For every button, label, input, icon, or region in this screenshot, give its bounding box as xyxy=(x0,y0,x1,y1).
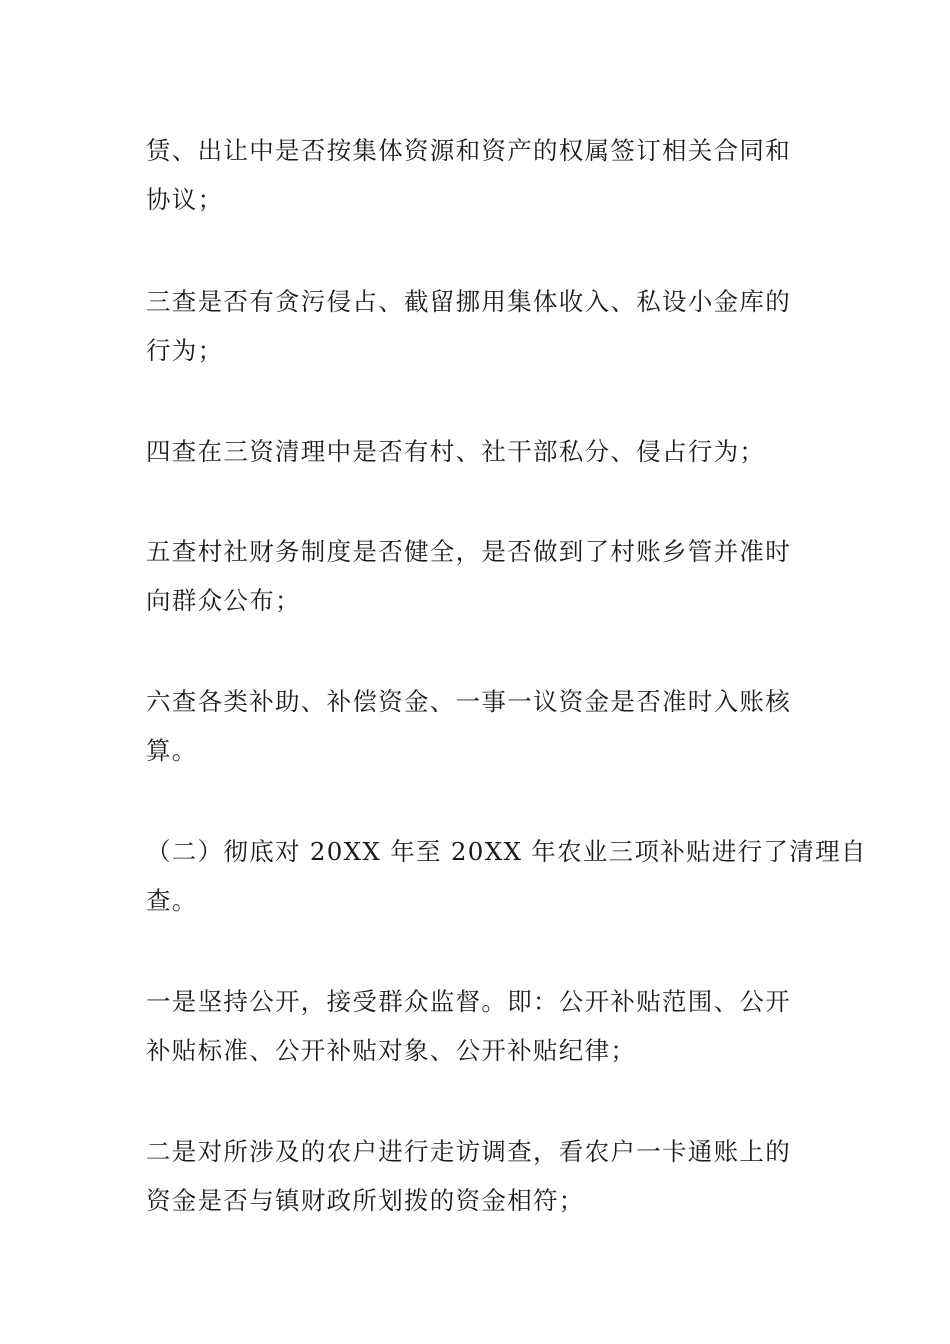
text-line: 查。 xyxy=(146,886,198,915)
text-line: （二）彻底对 20XX 年至 20XX 年农业三项补贴进行了清理自 xyxy=(146,837,867,866)
text-line: 五查村社财务制度是否健全，是否做到了村账乡管并准时 xyxy=(146,537,791,566)
text-line: 一是坚持公开，接受群众监督。即：公开补贴范围、公开 xyxy=(146,987,791,1016)
paragraph-check-five xyxy=(146,527,810,625)
text-line: 补贴标准、公开补贴对象、公开补贴纪律； xyxy=(146,1036,637,1065)
text-line: 赁、出让中是否按集体资源和资产的权属签订相关合同和 xyxy=(146,136,791,165)
text-line: 三查是否有贪污侵占、截留挪用集体收入、私设小金库的 xyxy=(146,287,791,316)
paragraph-point-one xyxy=(146,977,810,1075)
paragraph-check-four xyxy=(146,427,810,476)
paragraph-lease-contracts xyxy=(146,126,810,224)
paragraph-point-two xyxy=(146,1127,810,1225)
text-line: 六查各类补助、补偿资金、一事一议资金是否准时入账核 xyxy=(146,687,791,716)
text-line: 行为； xyxy=(146,336,224,365)
paragraph-section-two xyxy=(146,827,867,925)
text-line: 资金是否与镇财政所划拨的资金相符； xyxy=(146,1186,585,1215)
text-line: 向群众公布； xyxy=(146,586,301,615)
text-line: 算。 xyxy=(146,736,198,765)
paragraph-check-six xyxy=(146,677,810,775)
text-line: 二是对所涉及的农户进行走访调查，看农户一卡通账上的 xyxy=(146,1137,791,1166)
text-line: 四查在三资清理中是否有村、社干部私分、侵占行为； xyxy=(146,437,766,466)
paragraph-check-three xyxy=(146,277,810,375)
text-line: 协议； xyxy=(146,185,224,214)
